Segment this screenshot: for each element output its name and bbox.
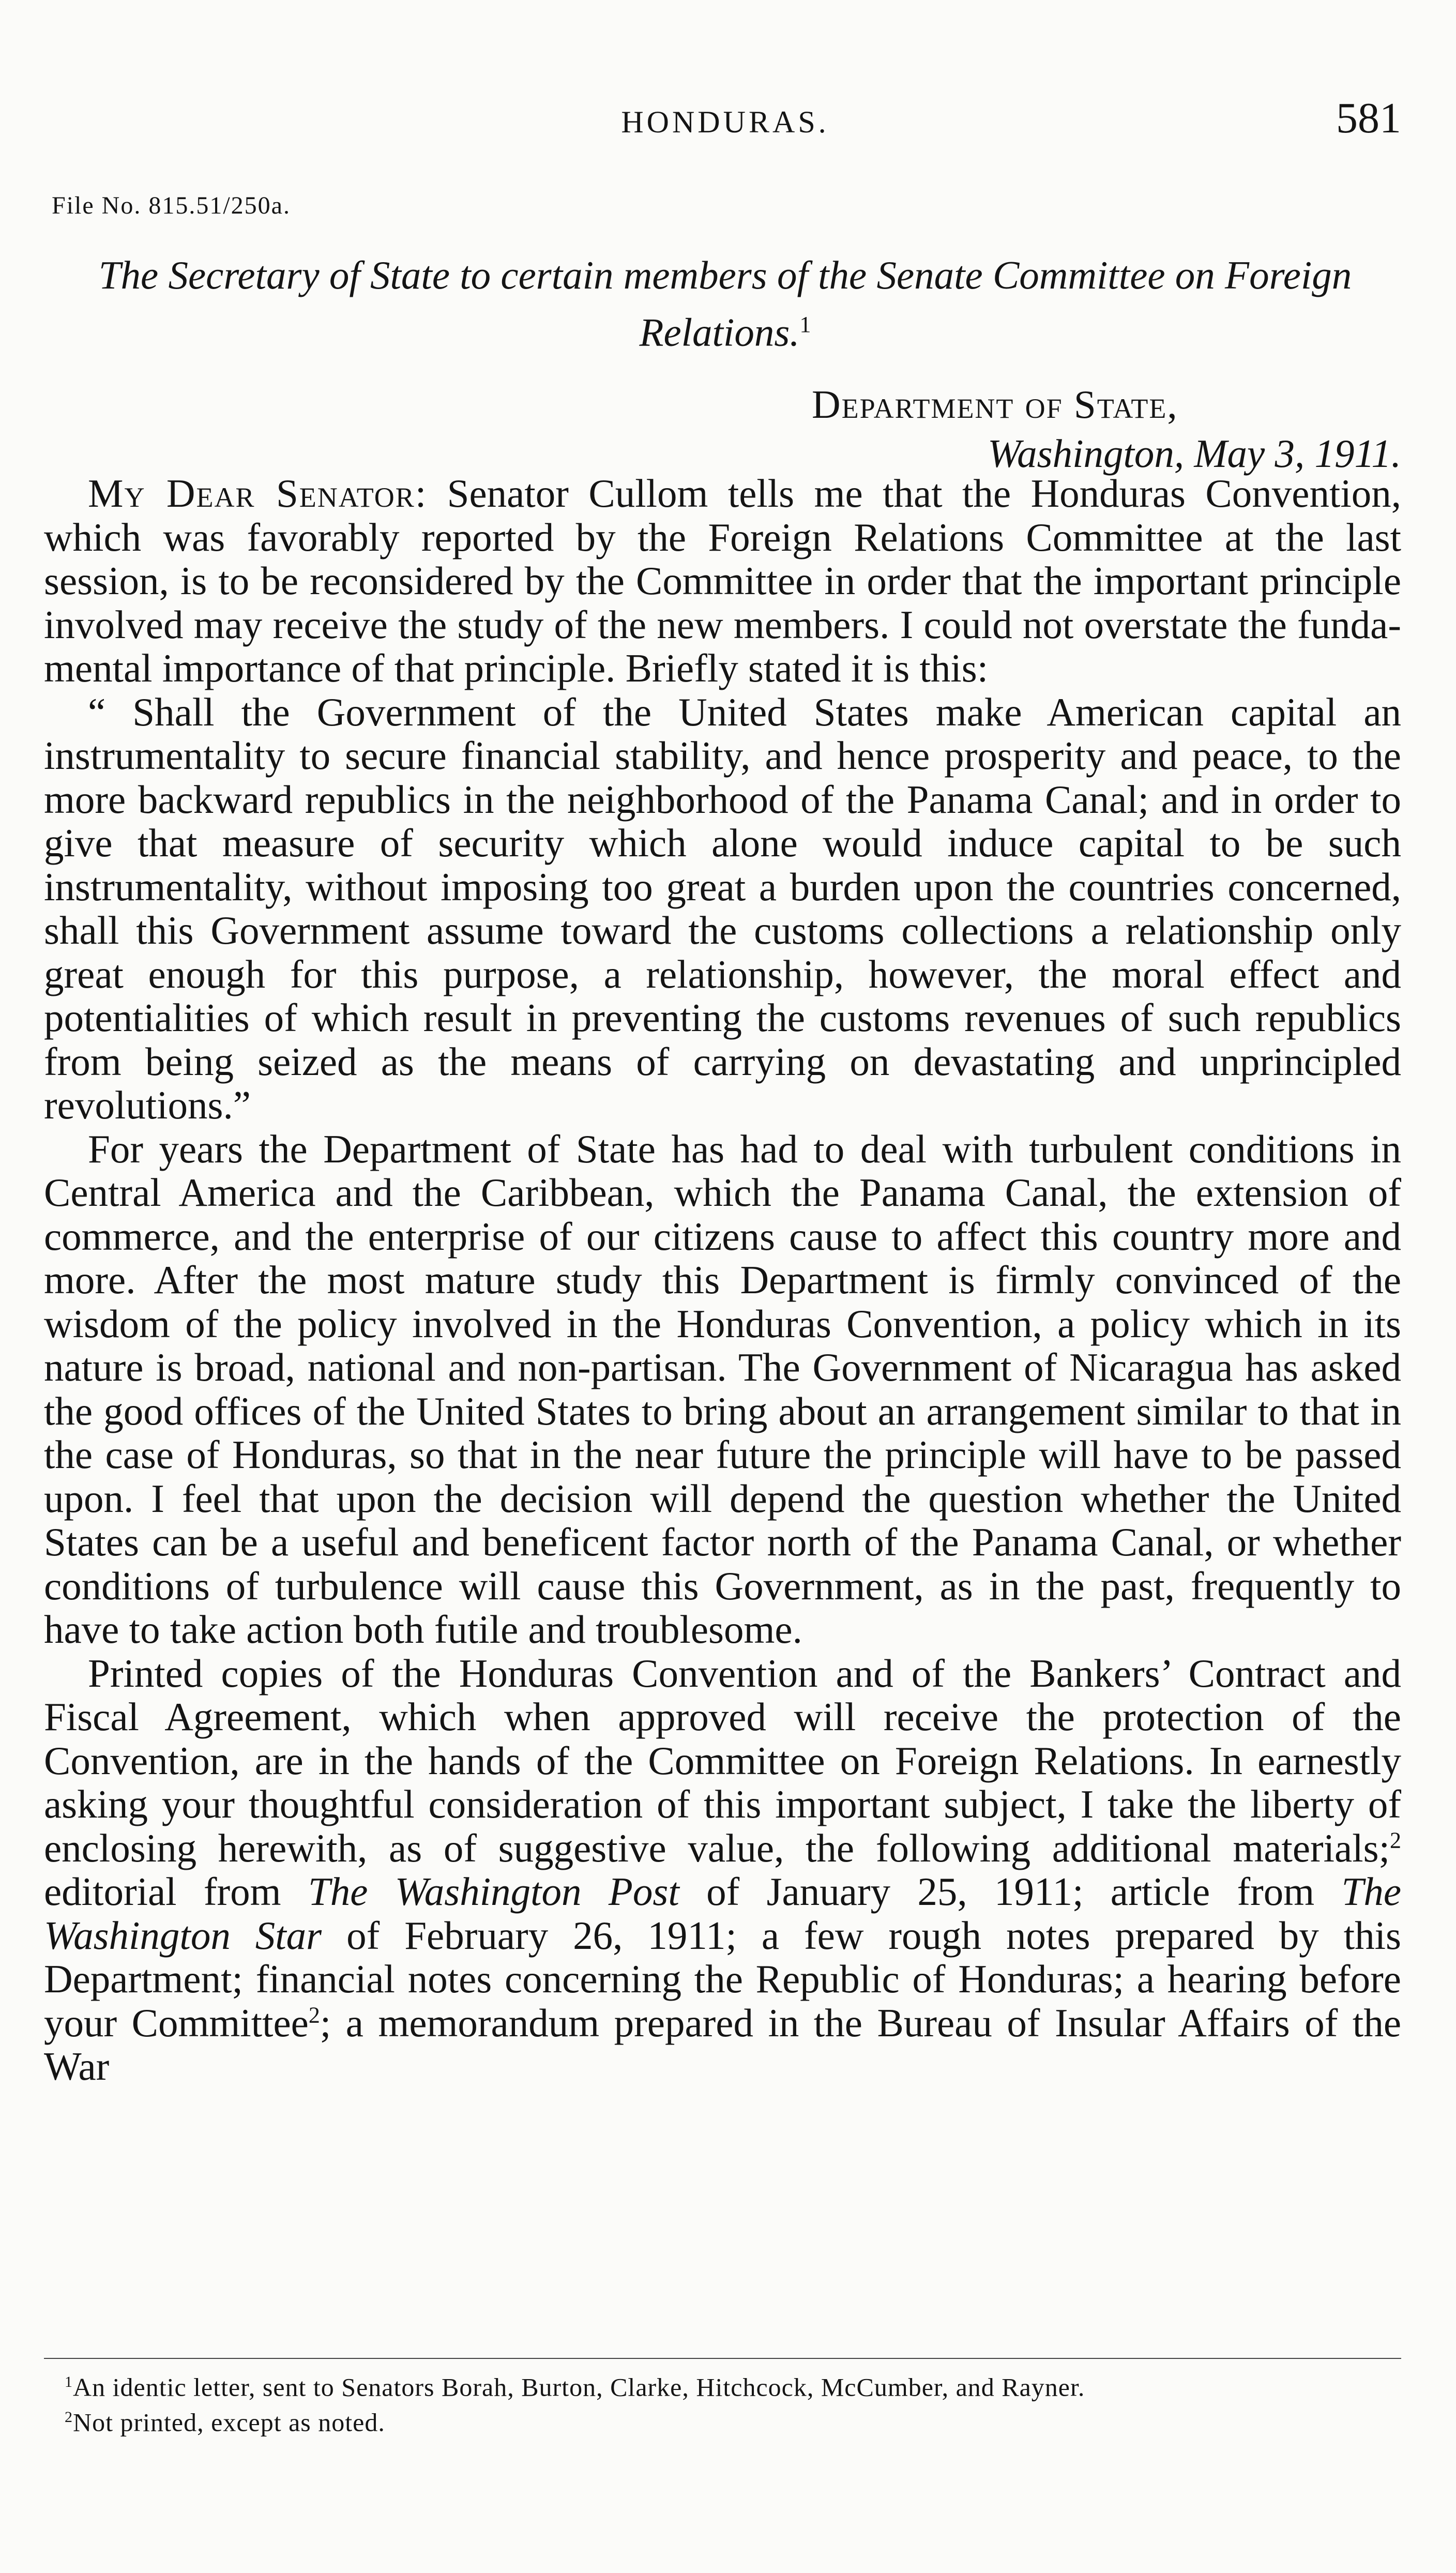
paragraph-4-text-c: of January 25, 1911; article from [679, 1869, 1342, 1914]
paragraph-4 [44, 1652, 1401, 2088]
running-head-title: HONDURAS. [621, 105, 829, 139]
paragraph-4-text-d: of February 26, 1911; a few rough notes prepared by this Department; financial notes concerning the Republic of Honduras; a hearing before your Committee [44, 1913, 1401, 2045]
paragraph-4-text-e: ; a memorandum prepared in the Bureau of Insular Affairs of the War [44, 2000, 1401, 2088]
file-number: File No. 815.51/250a. [52, 192, 291, 219]
footnote-text: Not printed, except as noted. [73, 2408, 385, 2437]
dateline-place-date: Washington, May 3, 1911. [988, 431, 1401, 476]
paragraph-4-text-b: editorial from [44, 1869, 308, 1914]
paragraph-3: For years the Department of State has had to deal with turbulent conditions in Central America and the Caribbean, which the Panama Canal, the extension of commerce, and the enterprise of our citizens cause to affect this country more and more. After the most mature study this Department is firmly convinced of the wisdom of the policy involved in the Honduras Convention, a policy which in its nature is broad, national and non-partisan. The Government of Nicaragua has asked the good offices of the United States to bring about an arrangement similar to that in the case of Honduras, so that in the near future the principle will have to be passed upon. I feel that upon the decision will depend the question whether the United States can be a useful and beneficent factor north of the Panama Canal, or whether conditions of turbulence will cause this Government, as in the past, frequently to have to take action both futile and troublesome. [44, 1126, 1401, 1652]
footnote-divider [44, 2358, 1401, 2359]
letter-heading [49, 251, 1401, 357]
page-number: 581 [1336, 94, 1401, 142]
publication-title: The Washington Star [44, 1869, 1401, 1958]
letter-heading-text: The Secretary of State to certain members of the Senate Committee on Foreign Relations. [98, 253, 1352, 355]
dateline [812, 380, 1401, 478]
footnote-ref: 2 [308, 2002, 320, 2027]
footnote-text: An identic letter, sent to Senators Borah, Burton, Clarke, Hitchcock, McCumber, and Rayner. [73, 2372, 1085, 2402]
footnote-mark: 2 [65, 2408, 73, 2426]
heading-footnote-ref: 1 [799, 312, 811, 337]
footnote-1 [44, 2367, 1401, 2402]
salutation: My Dear Senator: [88, 471, 428, 516]
letter-body [44, 472, 1401, 2088]
paragraph-1-text: Senator Cullom tells me that the Honduras Convention, which was favorably reported by the Foreign Relations Committee at the last session, is to be reconsidered by the Committee in order that the important principle involved may receive the study of the new members. I could not overstate the fundamental importance of that principle. Briefly stated it is this: [44, 471, 1401, 690]
running-head [49, 93, 1401, 155]
paragraph-2-quotation: “ Shall the Government of the United States make American capital an instrumentality to secure financial stability, and hence prosperity and peace, to the more backward republics in the neighborhood of the Panama Canal; and in order to give that measure of security which alone would induce capital to be such instrumentality, without imposing too great a burden upon the countries concerned, shall this Government assume toward the customs collections a relationship only great enough for this purpose, a relationship, however, the moral effect and potentialities of which result in preventing the customs revenues of such republics from being seized as the means of carrying on devastating and unprincipled revolutions.” [44, 689, 1401, 1127]
dateline-department: Department of State, [812, 382, 1178, 427]
footnote-2 [44, 2402, 1401, 2438]
paragraph-4-text-a: Printed copies of the Honduras Convention and of the Bankers’ Contract and Fiscal Agreement, which when approved will receive the protection of the Convention, are in the hands of the Committee on Foreign Relations. In earnestly asking your thoughtful consideration of this important subject, I take the liberty of enclosing herewith, as of suggestive value, the following additional materials; [44, 1651, 1401, 1870]
footnote-mark: 1 [65, 2373, 73, 2390]
footnotes [44, 2367, 1401, 2437]
paragraph-1 [44, 472, 1401, 690]
footnote-ref: 2 [1390, 1827, 1401, 1853]
publication-title: The Washington Post [308, 1869, 679, 1914]
